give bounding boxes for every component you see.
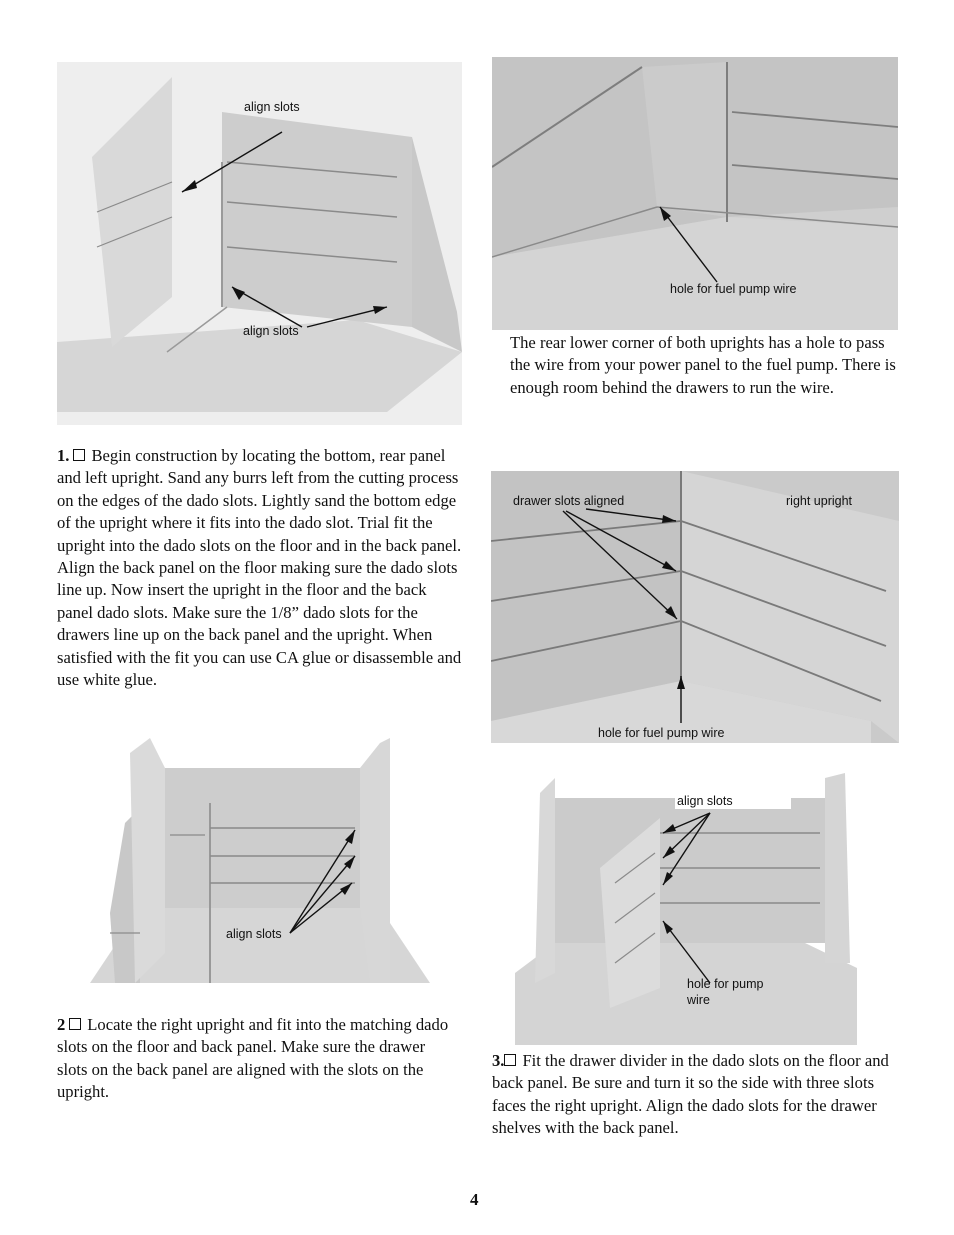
step-3-block: [492, 1050, 892, 1140]
step-1-block: [57, 445, 462, 691]
photo-1-label-bottom: align slots: [243, 324, 299, 338]
photo-drawer-divider: [515, 773, 857, 1045]
step-1-number: 1.: [57, 446, 70, 465]
photo-2-label: hole for fuel pump wire: [670, 282, 797, 296]
step-3-number: 3.: [492, 1051, 505, 1070]
photo-4-drawing: [90, 738, 430, 986]
note-paragraph: The rear lower corner of both uprights has a hole to pass the wire from your power panel to the fuel pump. There is enough room behind the drawers to run the wire.: [510, 333, 896, 397]
photo-left-upright-assembly: [57, 62, 462, 425]
photo-fuel-pump-hole: [492, 57, 898, 330]
photo-1-drawing: [57, 62, 462, 425]
photo-right-upright-assembly: [90, 738, 430, 986]
photo-3-label-hole: hole for fuel pump wire: [598, 726, 725, 740]
photo-3-drawing: [491, 471, 899, 743]
photo-5-drawing: [515, 773, 857, 1045]
step-2-block: [57, 1014, 457, 1104]
photo-5-label-align: align slots: [675, 793, 791, 809]
photo-drawer-slots-aligned: [491, 471, 899, 743]
photo-5-label-hole-line2: wire: [687, 993, 710, 1007]
step-2-paragraph: [57, 1014, 457, 1104]
photo-3-label-right-upright: right upright: [786, 494, 853, 508]
step-2-text: Locate the right upright and fit into the matching dado slots on the floor and back panel. Make sure the drawer slots on the back panel are aligned with the slots on the upright.: [57, 1015, 449, 1102]
step-1-checkbox[interactable]: [73, 449, 85, 461]
page-number: 4: [470, 1190, 479, 1209]
step-1-paragraph: [57, 445, 462, 691]
photo-3-label-drawer-slots: drawer slots aligned: [513, 494, 625, 508]
step-3-checkbox[interactable]: [504, 1054, 516, 1066]
step-2-checkbox[interactable]: [69, 1018, 81, 1030]
photo-4-label: align slots: [226, 927, 282, 941]
step-3-paragraph: [492, 1050, 892, 1140]
step-1-text: Begin construction by locating the bottom, rear panel and left upright. Sand any burrs left from the cutting process on the edges of the dado slots. Lightly sand the bottom edge of the upright where it fits into the dado slot. Trial fit the upright into the dado slots on the floor and in the back panel. Align the back panel on the floor making sure the dado slots line up. Now insert the upright in the floor and the back panel dado slots. Make sure the 1/8” dado slots for the drawers line up on the back panel and the upright. When satisfied with the fit you can use CA glue or disassemble and use white glue.: [57, 446, 462, 690]
step-3-text: Fit the drawer divider in the dado slots on the floor and back panel. Be sure and turn it so the side with three slots faces the right upright. Align the dado slots for the drawer shelves with the back panel.: [492, 1051, 889, 1138]
fuel-pump-wire-note: [492, 332, 897, 399]
photo-1-label-top: align slots: [244, 100, 300, 114]
photo-5-label-hole-line1: hole for pump: [687, 977, 764, 991]
step-2-number: 2: [57, 1015, 66, 1034]
